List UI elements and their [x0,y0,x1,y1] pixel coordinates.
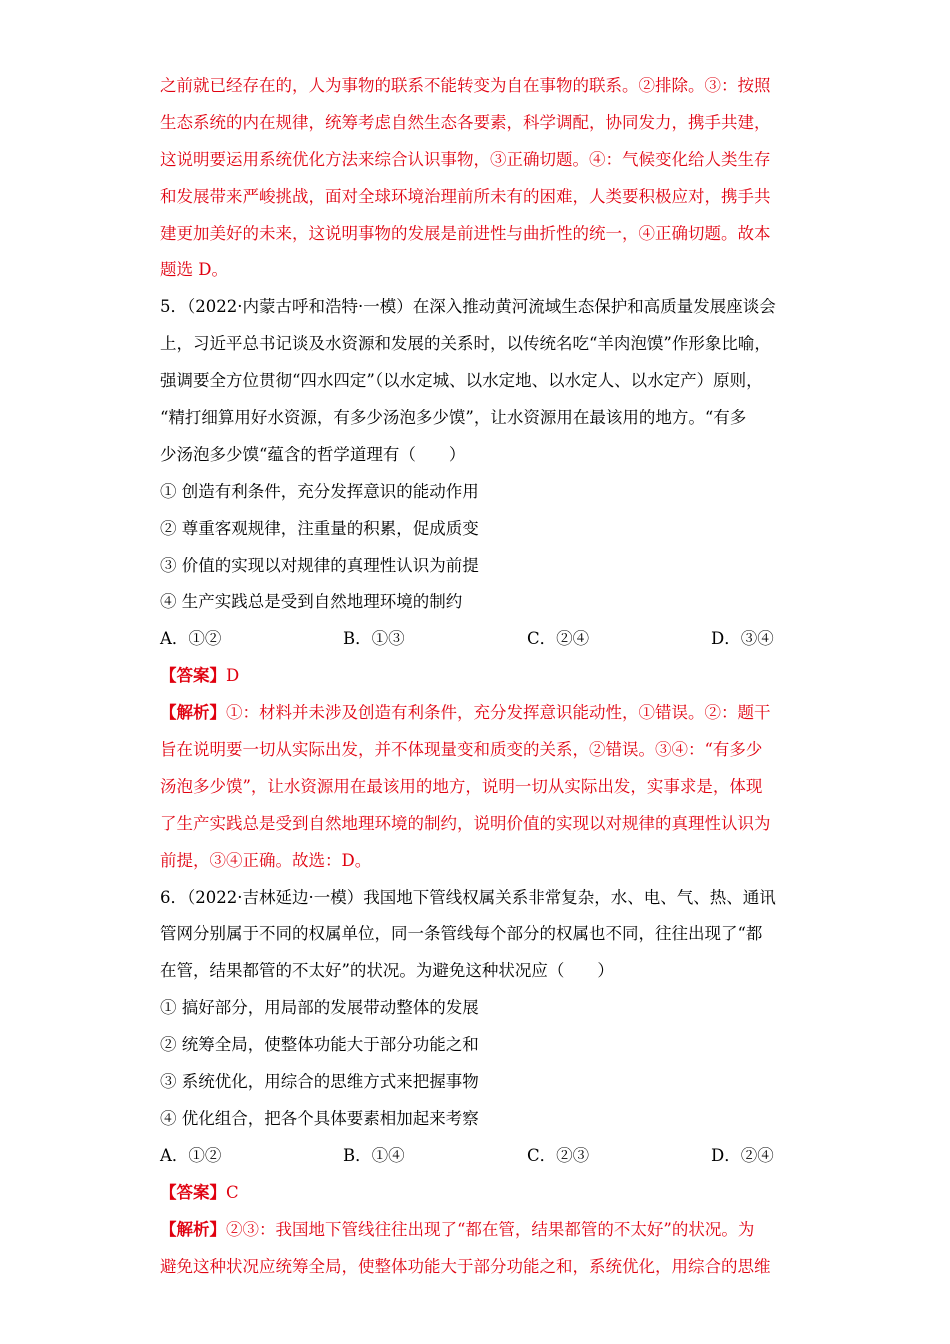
question-stem-line: 上，习近平总书记谈及水资源和发展的关系时，以传统名吃“羊肉泡馍”作形象比喻， [160,334,771,354]
question-stem-line: 管网分别属于不同的权属单位，同一条管线每个部分的权属也不同，往往出现了“都 [160,924,763,944]
analysis-line: 了生产实践总是受到自然地理环境的制约，说明价值的实现以对规律的真理性认识为 [160,813,771,833]
option-a: A．①② [160,1145,222,1165]
question-stem-line: “精打细算用好水资源，有多少汤泡多少馍”，让水资源用在最该用的地方。“有多 [160,408,747,428]
question-stem-line: 强调要全方位贯彻“四水四定”（以水定城、以水定地、以水定人、以水定产）原则， [160,371,763,391]
option-c: C．②③ [527,1145,590,1165]
option-b: B．①④ [343,1145,405,1165]
analysis-line: 汤泡多少馍”，让水资源用在最该用的地方，说明一切从实际出发，实事求是，体现 [160,776,763,796]
question-stem-line: 在管，结果都管的不太好”的状况。为避免这种状况应（ ） [160,961,614,981]
statement-item: ② 尊重客观规律，注重量的积累，促成质变 [160,518,479,538]
question-6 [160,880,790,1286]
question-stem-line: 6．（2022·吉林延边·一模）我国地下管线权属关系非常复杂，水、电、气、热、通讯 [160,887,776,907]
answer-value: C [226,1182,239,1202]
analysis-line: 生态系统的内在规律，统筹考虑自然生态各要素，科学调配，协同发力，携手共建， [160,112,771,132]
statement-item: ④ 优化组合，把各个具体要素相加起来考察 [160,1108,479,1128]
option-c: C．②④ [527,629,590,649]
answer-value: D [226,666,240,686]
analysis-line [160,1212,790,1249]
document-page [160,68,790,1285]
previous-analysis [160,68,790,289]
statement-item: ① 创造有利条件，充分发挥意识的能动作用 [160,481,479,501]
question-stem-line: 少汤泡多少馍“蕴含的哲学道理有（ ） [160,444,466,464]
analysis-text: ②③：我国地下管线往往出现了“都在管，结果都管的不太好”的状况。为 [226,1219,755,1239]
analysis-line: 和发展带来严峻挑战，面对全球环境治理前所未有的困难，人类要积极应对，携手共 [160,186,771,206]
analysis-line: 题选 D。 [160,260,228,280]
analysis-line [160,695,790,732]
analysis-line: 之前就已经存在的，人为事物的联系不能转变为自在事物的联系。②排除。③：按照 [160,76,771,95]
option-b: B．①③ [343,629,405,649]
analysis-line: 这说明要运用系统优化方法来综合认识事物，③正确切题。④：气候变化给人类生存 [160,149,771,169]
analysis-line: 建更加美好的未来，这说明事物的发展是前进性与曲折性的统一，④正确切题。故本 [160,223,771,243]
analysis-line: 旨在说明要一切从实际出发，并不体现量变和质变的关系，②错误。③④：“有多少 [160,740,763,760]
option-d: D．③④ [711,629,774,649]
statement-item: ② 统筹全局，使整体功能大于部分功能之和 [160,1035,479,1055]
analysis-line: 避免这种状况应统筹全局，使整体功能大于部分功能之和，系统优化，用综合的思维 [160,1256,771,1276]
analysis-tag: 【解析】 [160,703,226,723]
answer-line [160,658,790,695]
option-a: A．①② [160,629,222,649]
question-5 [160,289,790,879]
answer-tag: 【答案】 [160,1182,226,1202]
question-stem-line: 5．（2022·内蒙古呼和浩特·一模）在深入推动黄河流域生态保护和高质量发展座谈会 [160,297,776,317]
analysis-line: 前提，③④正确。故选：D。 [160,850,372,870]
statement-item: ③ 系统优化，用综合的思维方式来把握事物 [160,1072,479,1092]
statement-item: ④ 生产实践总是受到自然地理环境的制约 [160,592,463,612]
answer-tag: 【答案】 [160,666,226,686]
statement-item: ③ 价值的实现以对规律的真理性认识为前提 [160,555,479,575]
analysis-tag: 【解析】 [160,1219,226,1239]
options-row [160,621,790,658]
option-d: D．②④ [711,1145,774,1165]
answer-line [160,1175,790,1212]
statement-item: ① 搞好部分，用局部的发展带动整体的发展 [160,998,479,1018]
analysis-text: ①：材料并未涉及创造有利条件，充分发挥意识能动性，①错误。②：题干 [226,703,771,723]
options-row [160,1138,790,1175]
